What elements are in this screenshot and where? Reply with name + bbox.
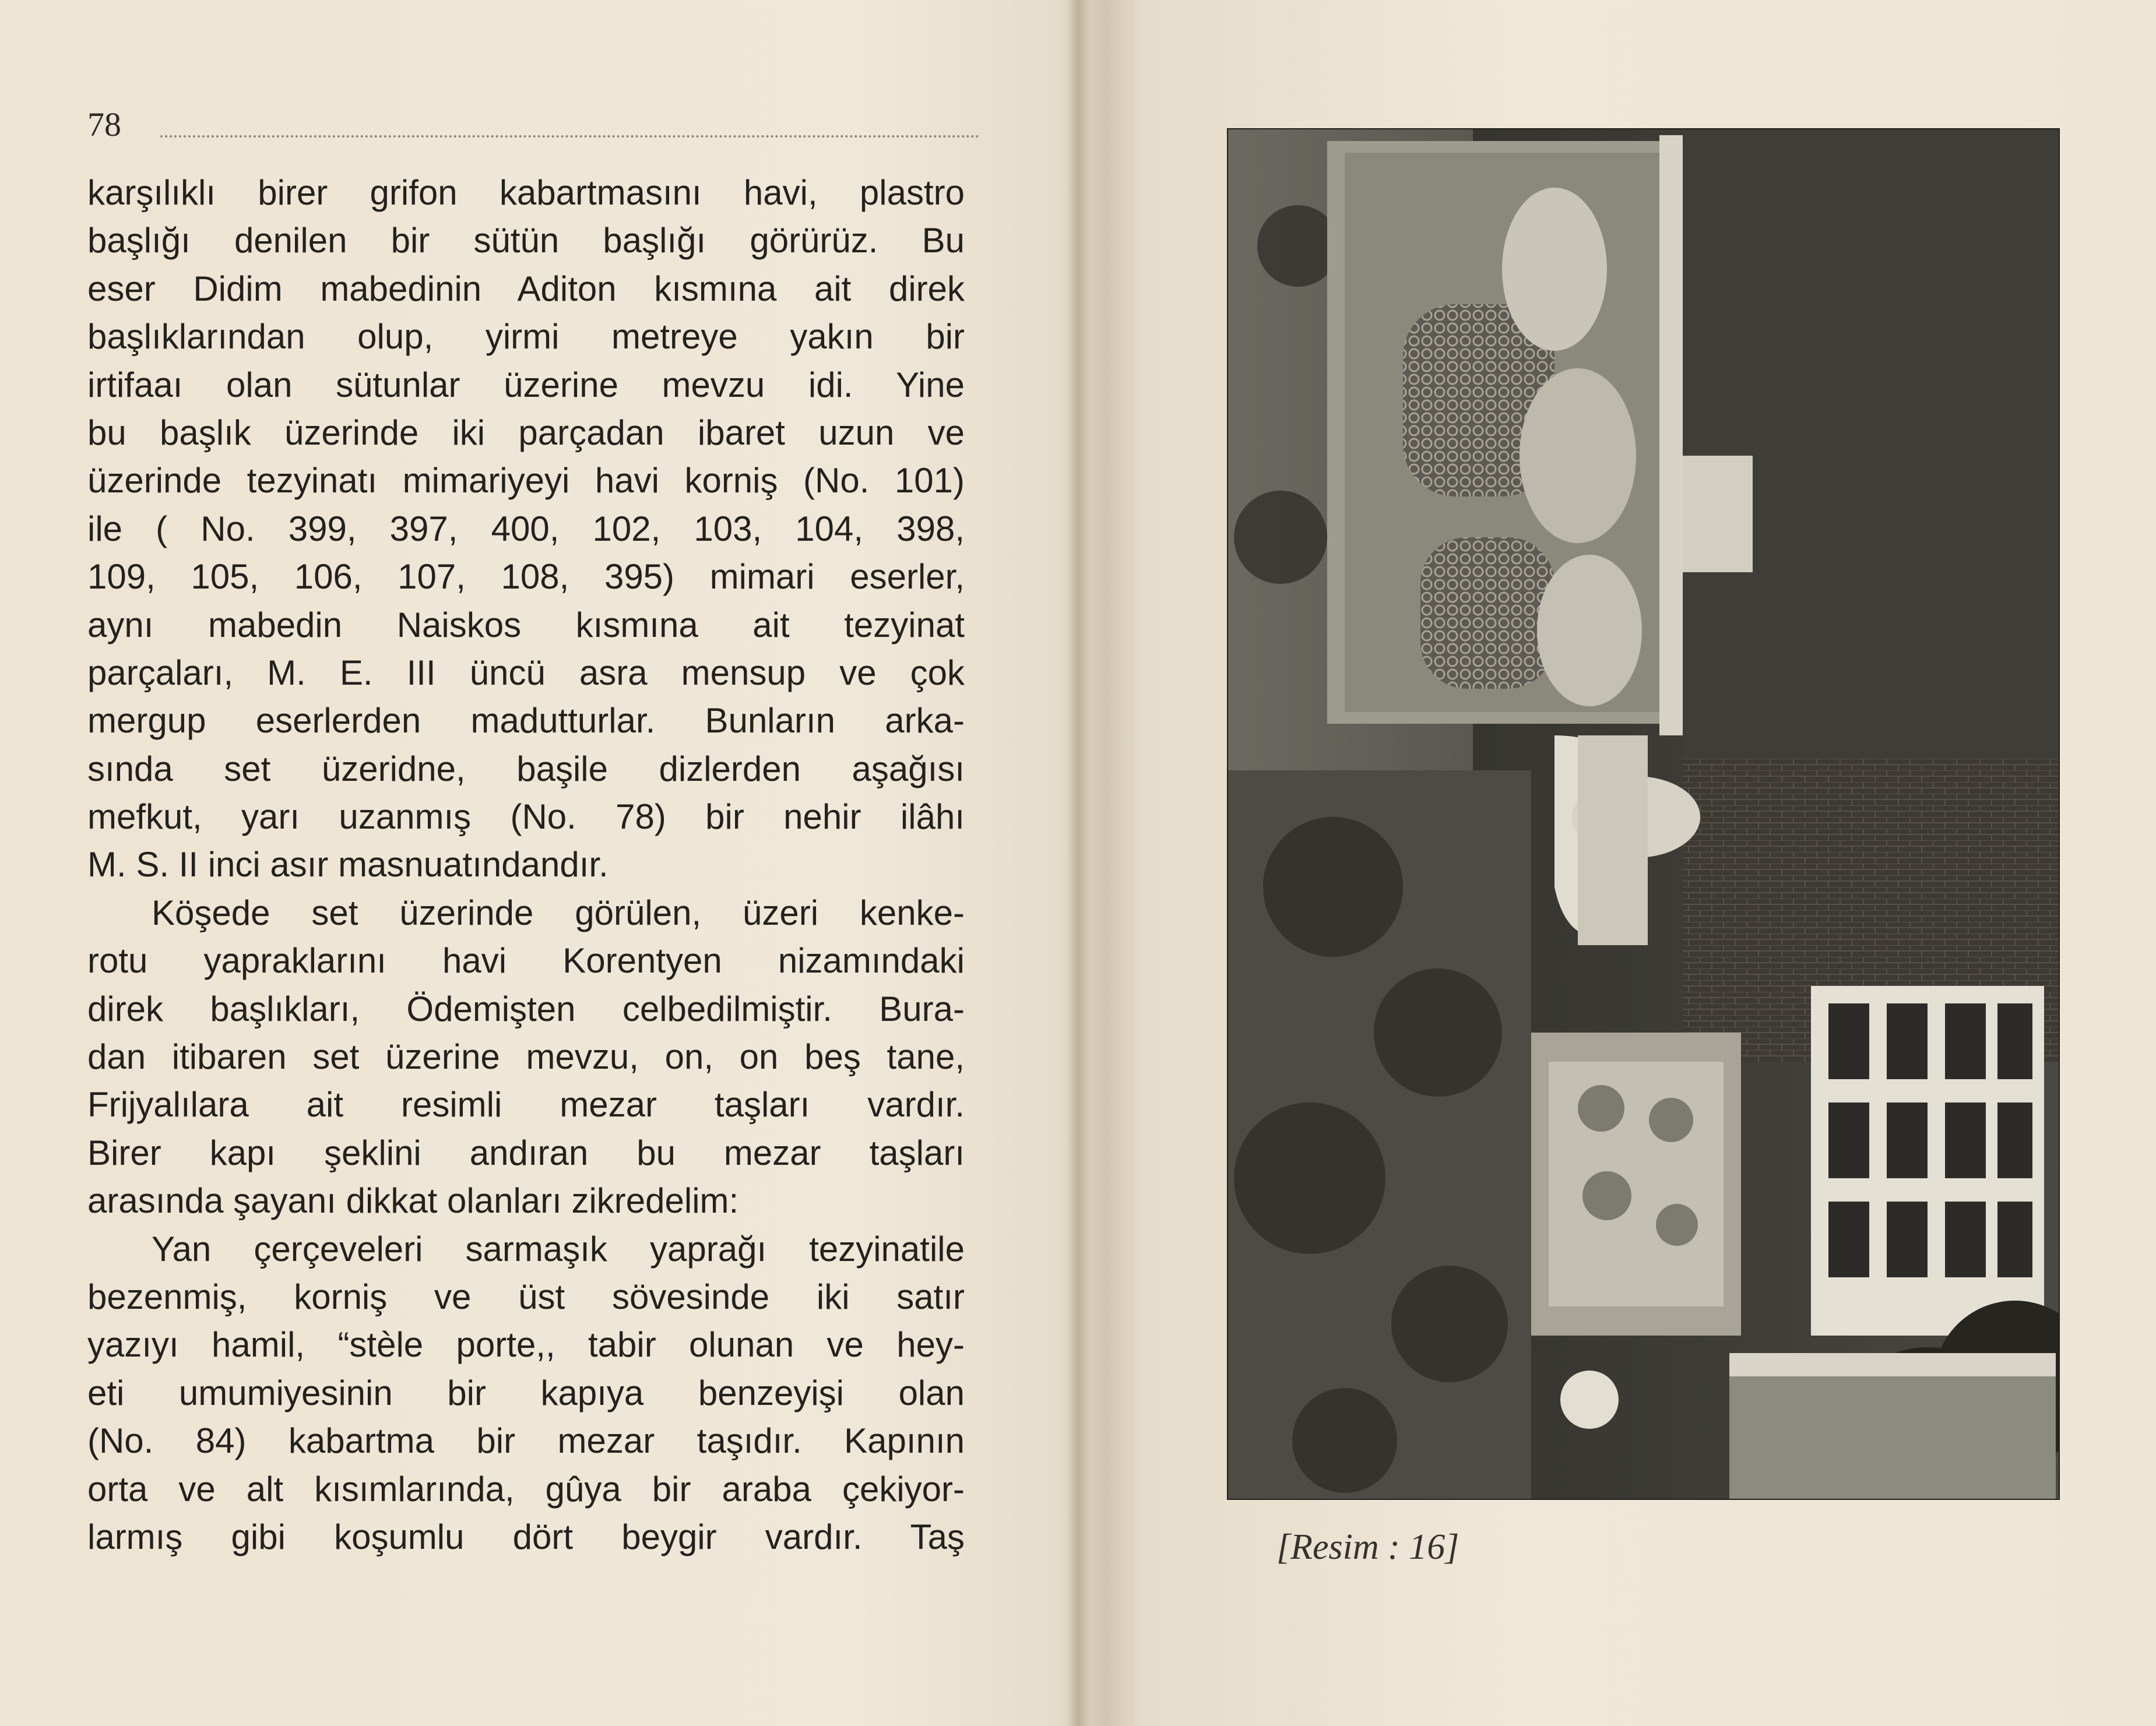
text-line: aynı mabedin Naiskos kısmına ait tezyinat [87,605,965,644]
text-line: Birer kapı şeklini andıran bu mezar taşları [87,1133,965,1172]
text-line: direk başlıkları, Ödemişten celbedilmiştir. Bura- [87,989,965,1028]
text-line: dan itibaren set üzerine mevzu, on, on beş tane, [87,1037,965,1077]
text-line: başlıklarından olup, yirmi metreye yakın bir [87,317,965,357]
text-line: irtifaaı olan sütunlar üzerine mevzu idi. Yine [87,365,965,404]
text-line: üzerinde tezyinatı mimariyeyi havi korniş (No. 101) [87,461,965,501]
text-line: yazıyı hamil, “stèle porte,, tabir olunan ve hey- [87,1325,965,1365]
page-number: 78 [87,105,121,143]
text-line: mergup eserlerden madutturlar. Bunların arka- [87,701,965,741]
text-line: parçaları, M. E. III üncü asra mensup ve çok [87,653,965,692]
text-line: Yan çerçeveleri sarmaşık yaprağı tezyinatile [152,1229,965,1269]
text-line: arasında şayanı dikkat olanları zikredelim: [87,1181,739,1221]
text-line: bezenmiş, korniş ve üst sövesinde iki satır [87,1277,965,1316]
text-line: eti umumiyesinin bir kapıya benzeyişi olan [87,1373,965,1412]
text-line: Frijyalılara ait resimli mezar taşları vardır. [87,1085,965,1125]
page-header [87,105,985,152]
text-line: Köşede set üzerinde görülen, üzeri kenke- [152,893,965,932]
text-line: başlığı denilen bir sütün başlığı görürüz. Bu [87,221,965,260]
text-line: karşılıklı birer grifon kabartmasını havi, plastro [87,173,965,212]
text-line: 109, 105, 106, 107, 108, 395) mimari eserler, [87,557,965,597]
book-gutter [1067,0,1090,1726]
text-line: larmış gibi koşumlu dört beygir vardır. Taş [87,1517,965,1556]
text-line: bu başlık üzerinde iki parçadan ibaret uzun ve [87,413,965,452]
text-line: (No. 84) kabartma bir mezar taşıdır. Kapının [87,1421,965,1461]
figure-caption: [Resim : 16] [1276,1527,1459,1567]
text-line: M. S. II inci asır masnuatındandır. [87,845,609,885]
museum-photograph [1227,128,2060,1500]
header-dotted-rule [160,135,979,138]
text-line: orta ve alt kısımlarında, gûya bir araba çekiyor- [87,1469,965,1509]
text-line: ile ( No. 399, 397, 400, 102, 103, 104, 398, [87,509,965,548]
body-text [87,169,965,1561]
text-line: mefkut, yarı uzanmış (No. 78) bir nehir ilâhı [87,797,965,837]
right-page [1212,117,2122,1690]
text-line: rotu yapraklarını havi Korentyen nizamındaki [87,941,965,981]
text-line: eser Didim mabedinin Aditon kısmına ait direk [87,269,965,308]
left-page [87,105,985,1678]
text-line: sında set üzeridne, başile dizlerden aşağısı [87,749,965,788]
photo-illustration [1228,129,2059,1499]
